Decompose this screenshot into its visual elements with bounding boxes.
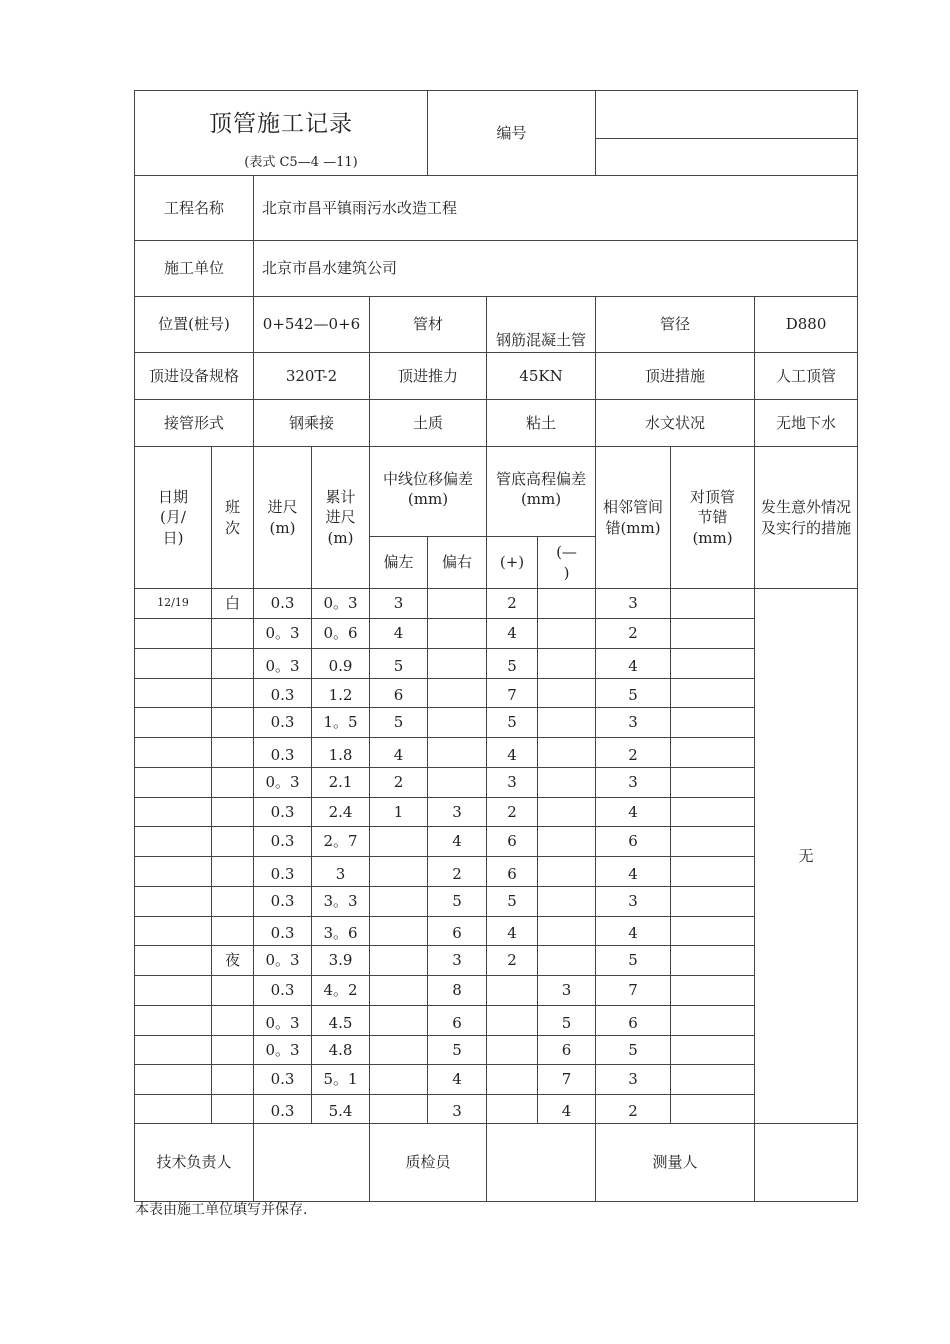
adjacent-cell: 5 — [596, 1036, 671, 1065]
minus-cell: 6 — [538, 1036, 596, 1065]
minus-cell: 3 — [538, 976, 596, 1006]
left-cell: 4 — [370, 619, 428, 649]
advance-cell: 0.3 — [254, 857, 312, 887]
advance-cell: 0.3 — [254, 827, 312, 857]
header-shift: 班 次 — [212, 447, 254, 589]
left-cell — [370, 827, 428, 857]
header-right: 偏右 — [428, 537, 487, 589]
adjacent-cell: 4 — [596, 917, 671, 946]
cumulative-cell: 3.9 — [312, 946, 370, 976]
table-row — [135, 857, 858, 887]
right-cell: 3 — [428, 946, 487, 976]
minus-cell — [538, 768, 596, 798]
table-row — [135, 798, 858, 827]
shift-cell — [212, 738, 254, 768]
advance-cell: 0。3 — [254, 768, 312, 798]
form-title: 顶管施工记录 — [209, 111, 353, 137]
plus-cell: 2 — [487, 946, 538, 976]
form-subtitle: (表式 C5—4 —11) — [244, 155, 358, 171]
table-row — [135, 738, 858, 768]
shift-cell — [212, 798, 254, 827]
cumulative-cell: 3。3 — [312, 887, 370, 917]
plus-cell — [487, 1036, 538, 1065]
shift-cell: 夜 — [212, 946, 254, 976]
minus-cell — [538, 917, 596, 946]
cumulative-cell: 1。5 — [312, 708, 370, 738]
joint-error-cell — [671, 798, 755, 827]
date-cell — [135, 946, 212, 976]
joint-error-cell — [671, 917, 755, 946]
plus-cell — [487, 1065, 538, 1095]
project-name-value: 北京市昌平镇雨污水改造工程 — [254, 176, 858, 241]
date-cell — [135, 768, 212, 798]
minus-cell — [538, 589, 596, 619]
cumulative-cell: 2.4 — [312, 798, 370, 827]
advance-cell: 0。3 — [254, 1036, 312, 1065]
right-cell: 8 — [428, 976, 487, 1006]
adjacent-cell: 4 — [596, 857, 671, 887]
adjacent-cell: 3 — [596, 768, 671, 798]
number-label: 编号 — [428, 91, 596, 176]
minus-cell — [538, 708, 596, 738]
left-cell: 4 — [370, 738, 428, 768]
right-cell — [428, 708, 487, 738]
advance-cell: 0.3 — [254, 679, 312, 708]
date-cell — [135, 976, 212, 1006]
advance-cell: 0.3 — [254, 887, 312, 917]
shift-cell — [212, 1065, 254, 1095]
right-cell: 6 — [428, 1006, 487, 1036]
shift-cell — [212, 976, 254, 1006]
plus-cell: 2 — [487, 589, 538, 619]
left-cell: 5 — [370, 649, 428, 679]
cumulative-cell: 5。1 — [312, 1065, 370, 1095]
joint-error-cell — [671, 1036, 755, 1065]
measure-value: 人工顶管 — [755, 353, 858, 400]
plus-cell: 3 — [487, 768, 538, 798]
table-row — [135, 1065, 858, 1095]
number-field-1[interactable] — [596, 91, 858, 139]
right-cell — [428, 589, 487, 619]
adjacent-cell: 3 — [596, 708, 671, 738]
adjacent-cell: 6 — [596, 1006, 671, 1036]
right-cell: 2 — [428, 857, 487, 887]
cumulative-cell: 2.1 — [312, 768, 370, 798]
table-row — [135, 1006, 858, 1036]
measure-label: 顶进措施 — [596, 353, 755, 400]
joint-error-cell — [671, 887, 755, 917]
adjacent-cell: 6 — [596, 827, 671, 857]
minus-cell — [538, 857, 596, 887]
adjacent-cell: 5 — [596, 679, 671, 708]
minus-cell — [538, 887, 596, 917]
adjacent-cell: 3 — [596, 887, 671, 917]
soil-label: 土质 — [370, 400, 487, 447]
joint-label: 接管形式 — [135, 400, 254, 447]
advance-cell: 0.3 — [254, 917, 312, 946]
advance-cell: 0.3 — [254, 1095, 312, 1124]
joint-value: 钢乘接 — [254, 400, 370, 447]
incident-cell: 无 — [755, 589, 858, 1124]
joint-error-cell — [671, 768, 755, 798]
date-cell — [135, 798, 212, 827]
plus-cell — [487, 1006, 538, 1036]
joint-error-cell — [671, 857, 755, 887]
contractor-value: 北京市昌水建筑公司 — [254, 241, 858, 297]
tech-lead-label: 技术负责人 — [135, 1124, 254, 1202]
thrust-value: 45KN — [487, 353, 596, 400]
left-cell — [370, 887, 428, 917]
right-cell — [428, 738, 487, 768]
cumulative-cell: 2。7 — [312, 827, 370, 857]
minus-cell — [538, 946, 596, 976]
location-label: 位置(桩号) — [135, 297, 254, 353]
adjacent-cell: 4 — [596, 649, 671, 679]
plus-cell: 5 — [487, 887, 538, 917]
contractor-label: 施工单位 — [135, 241, 254, 297]
cumulative-cell: 0。3 — [312, 589, 370, 619]
cumulative-cell: 5.4 — [312, 1095, 370, 1124]
shift-cell — [212, 619, 254, 649]
advance-cell: 0。3 — [254, 1006, 312, 1036]
date-cell — [135, 887, 212, 917]
cumulative-cell: 0。6 — [312, 619, 370, 649]
header-elevation: 管底高程偏差 (mm) — [487, 447, 596, 537]
adjacent-cell: 5 — [596, 946, 671, 976]
date-cell — [135, 857, 212, 887]
header-incident: 发生意外情况 及实行的措施 — [755, 447, 858, 589]
advance-cell: 0.3 — [254, 976, 312, 1006]
adjacent-cell: 3 — [596, 589, 671, 619]
shift-cell — [212, 917, 254, 946]
shift-cell — [212, 768, 254, 798]
plus-cell: 7 — [487, 679, 538, 708]
right-cell — [428, 649, 487, 679]
table-row — [135, 917, 858, 946]
right-cell: 3 — [428, 798, 487, 827]
hydro-label: 水文状况 — [596, 400, 755, 447]
table-row — [135, 827, 858, 857]
left-cell — [370, 857, 428, 887]
table-row — [135, 1095, 858, 1124]
hydro-value: 无地下水 — [755, 400, 858, 447]
form-title-cell — [135, 91, 428, 176]
header-date: 日期 (月/ 日) — [135, 447, 212, 589]
right-cell: 5 — [428, 1036, 487, 1065]
plus-cell: 2 — [487, 798, 538, 827]
minus-cell — [538, 827, 596, 857]
date-cell — [135, 1006, 212, 1036]
tech-lead-signature[interactable] — [254, 1124, 370, 1202]
shift-cell — [212, 1095, 254, 1124]
date-cell — [135, 679, 212, 708]
pipe-diameter-value: D880 — [755, 297, 858, 353]
equipment-value: 320T-2 — [254, 353, 370, 400]
shift-cell — [212, 1006, 254, 1036]
adjacent-cell: 7 — [596, 976, 671, 1006]
left-cell: 3 — [370, 589, 428, 619]
left-cell: 6 — [370, 679, 428, 708]
data-rows — [135, 589, 858, 1124]
advance-cell: 0。3 — [254, 649, 312, 679]
cumulative-cell: 3。6 — [312, 917, 370, 946]
plus-cell: 6 — [487, 857, 538, 887]
plus-cell: 5 — [487, 708, 538, 738]
minus-cell: 4 — [538, 1095, 596, 1124]
header-cumulative: 累计 进尺 (m) — [312, 447, 370, 589]
plus-cell: 4 — [487, 738, 538, 768]
pipe-material-label: 管材 — [370, 297, 487, 353]
date-cell — [135, 738, 212, 768]
soil-value: 粘土 — [487, 400, 596, 447]
plus-cell — [487, 976, 538, 1006]
table-row — [135, 946, 858, 976]
date-cell — [135, 827, 212, 857]
left-cell — [370, 1006, 428, 1036]
joint-error-cell — [671, 679, 755, 708]
shift-cell — [212, 649, 254, 679]
cumulative-cell: 1.2 — [312, 679, 370, 708]
joint-error-cell — [671, 708, 755, 738]
surveyor-signature[interactable] — [755, 1124, 858, 1202]
left-cell: 2 — [370, 768, 428, 798]
advance-cell: 0.3 — [254, 1065, 312, 1095]
table-row — [135, 1036, 858, 1065]
minus-cell — [538, 798, 596, 827]
joint-error-cell — [671, 1065, 755, 1095]
advance-cell: 0.3 — [254, 798, 312, 827]
table-row — [135, 619, 858, 649]
left-cell — [370, 976, 428, 1006]
header-centerline: 中线位移偏差 (mm) — [370, 447, 487, 537]
table-row — [135, 679, 858, 708]
header-plus: (+) — [487, 537, 538, 589]
left-cell — [370, 1036, 428, 1065]
left-cell: 5 — [370, 708, 428, 738]
header-joint-error: 对顶管 节错 (mm) — [671, 447, 755, 589]
joint-error-cell — [671, 619, 755, 649]
cumulative-cell: 4.8 — [312, 1036, 370, 1065]
joint-error-cell — [671, 738, 755, 768]
joint-error-cell — [671, 1006, 755, 1036]
date-cell — [135, 619, 212, 649]
right-cell — [428, 679, 487, 708]
table-row — [135, 887, 858, 917]
inspector-signature[interactable] — [487, 1124, 596, 1202]
shift-cell — [212, 708, 254, 738]
inspector-label: 质检员 — [370, 1124, 487, 1202]
table-row — [135, 589, 858, 619]
cumulative-cell: 4。2 — [312, 976, 370, 1006]
shift-cell — [212, 1036, 254, 1065]
date-cell — [135, 1036, 212, 1065]
joint-error-cell — [671, 649, 755, 679]
adjacent-cell: 2 — [596, 1095, 671, 1124]
table-row — [135, 768, 858, 798]
plus-cell: 5 — [487, 649, 538, 679]
left-cell: 1 — [370, 798, 428, 827]
cumulative-cell: 0.9 — [312, 649, 370, 679]
footnote: 本表由施工单位填写并保存. — [135, 1202, 308, 1218]
header-advance: 进尺 (m) — [254, 447, 312, 589]
header-left: 偏左 — [370, 537, 428, 589]
joint-error-cell — [671, 946, 755, 976]
shift-cell — [212, 827, 254, 857]
joint-error-cell — [671, 1095, 755, 1124]
shift-cell — [212, 679, 254, 708]
table-row — [135, 708, 858, 738]
cumulative-cell: 4.5 — [312, 1006, 370, 1036]
left-cell — [370, 917, 428, 946]
advance-cell: 0.3 — [254, 738, 312, 768]
right-cell: 4 — [428, 827, 487, 857]
date-cell: 12/19 — [135, 589, 212, 619]
left-cell — [370, 1095, 428, 1124]
right-cell — [428, 619, 487, 649]
joint-error-cell — [671, 589, 755, 619]
surveyor-label: 测量人 — [596, 1124, 755, 1202]
adjacent-cell: 2 — [596, 619, 671, 649]
table-row — [135, 649, 858, 679]
cumulative-cell: 1.8 — [312, 738, 370, 768]
plus-cell — [487, 1095, 538, 1124]
pipe-material-value: 钢筋混凝土管 — [487, 297, 596, 353]
plus-cell: 6 — [487, 827, 538, 857]
date-cell — [135, 1065, 212, 1095]
minus-cell — [538, 649, 596, 679]
shift-cell: 白 — [212, 589, 254, 619]
equipment-label: 顶进设备规格 — [135, 353, 254, 400]
shift-cell — [212, 887, 254, 917]
right-cell: 5 — [428, 887, 487, 917]
thrust-label: 顶进推力 — [370, 353, 487, 400]
table-row — [135, 976, 858, 1006]
cumulative-cell: 3 — [312, 857, 370, 887]
header-minus: (— ) — [538, 537, 596, 589]
minus-cell — [538, 619, 596, 649]
minus-cell — [538, 679, 596, 708]
adjacent-cell: 2 — [596, 738, 671, 768]
minus-cell — [538, 738, 596, 768]
project-name-label: 工程名称 — [135, 176, 254, 241]
minus-cell: 7 — [538, 1065, 596, 1095]
advance-cell: 0。3 — [254, 946, 312, 976]
adjacent-cell: 4 — [596, 798, 671, 827]
date-cell — [135, 649, 212, 679]
plus-cell: 4 — [487, 917, 538, 946]
advance-cell: 0.3 — [254, 708, 312, 738]
pipe-jacking-record-table — [134, 90, 858, 1202]
location-value: 0+542—0+6 — [254, 297, 370, 353]
advance-cell: 0.3 — [254, 589, 312, 619]
header-adjacent: 相邻管间 错(mm) — [596, 447, 671, 589]
right-cell: 4 — [428, 1065, 487, 1095]
advance-cell: 0。3 — [254, 619, 312, 649]
right-cell — [428, 768, 487, 798]
adjacent-cell: 3 — [596, 1065, 671, 1095]
joint-error-cell — [671, 827, 755, 857]
joint-error-cell — [671, 976, 755, 1006]
pipe-diameter-label: 管径 — [596, 297, 755, 353]
shift-cell — [212, 857, 254, 887]
plus-cell: 4 — [487, 619, 538, 649]
date-cell — [135, 1095, 212, 1124]
date-cell — [135, 708, 212, 738]
left-cell — [370, 946, 428, 976]
number-field-2[interactable] — [596, 139, 858, 176]
right-cell: 3 — [428, 1095, 487, 1124]
right-cell: 6 — [428, 917, 487, 946]
minus-cell: 5 — [538, 1006, 596, 1036]
left-cell — [370, 1065, 428, 1095]
date-cell — [135, 917, 212, 946]
